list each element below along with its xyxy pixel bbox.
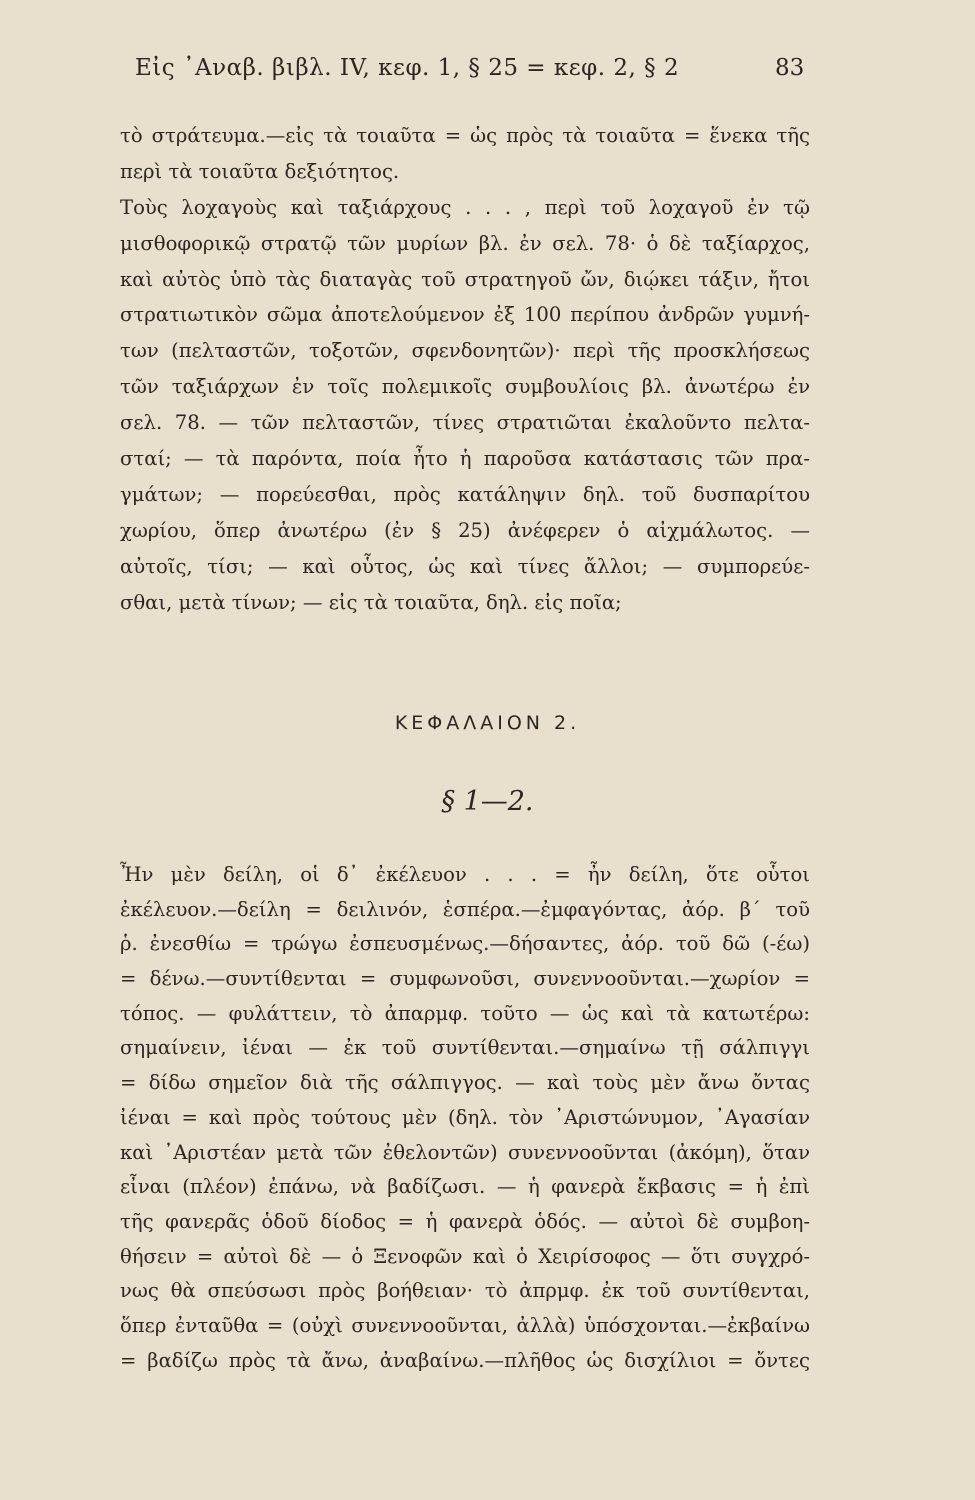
text-line: καὶ ᾿Αριστέαν μετὰ τῶν ἐθελοντῶν) συνεννοοῦνται (ἀκόμη), ὅταν [120, 1140, 810, 1164]
section-heading: § 1—2. [441, 786, 534, 817]
text-line: στρατιωτικὸν σῶμα ἀποτελούμενον ἐξ 100 περίπου ἀνδρῶν γυμνή- [120, 303, 810, 327]
text-line: σημαίνειν, ἰέναι — ἐκ τοῦ συντίθενται.—σημαίνω τῇ σάλπιγγι [120, 1036, 810, 1060]
text-line: καὶ αὐτὸς ὑπὸ τὰς διαταγὰς τοῦ στρατηγοῦ ὤν, διῴκει τάξιν, ἤτοι [120, 267, 810, 291]
text-line: χωρίου, ὅπερ ἀνωτέρω (ἐν § 25) ἀνέφερεν ὁ αἰχμάλωτος. — [120, 518, 810, 542]
text-line: ῥ. ἐνεσθίω = τρώγω ἐσπευσμένως.—δήσαντες, ἀόρ. τοῦ δῶ (-έω) [120, 932, 810, 956]
commentary-block-2 [120, 858, 810, 1378]
text-line: μισθοφορικῷ στρατῷ τῶν μυρίων βλ. ἐν σελ. 78· ὁ δὲ ταξίαρχος, [120, 231, 810, 255]
text-line: = βαδίζω πρὸς τὰ ἄνω, ἀναβαίνω.—πλῆθος ὡς δισχίλιοι = ὄντες [120, 1348, 810, 1372]
commentary-block-1 [120, 118, 810, 620]
page-number: 83 [775, 55, 805, 81]
text-line: ἐκέλευον.—δείλη = δειλινόν, ἑσπέρα.—ἐμφαγόντας, ἀόρ. β΄ τοῦ [120, 897, 810, 921]
text-line: των (πελταστῶν, τοξοτῶν, σφενδονητῶν)· περὶ τῆς προσκλήσεως [120, 339, 810, 363]
text-line: νως θὰ σπεύσωσι πρὸς βοήθειαν· τὸ ἀπρμφ. ἐκ τοῦ συντίθενται, [120, 1279, 810, 1303]
text-line: σθαι, μετὰ τίνων; — εἰς τὰ τοιαῦτα, δηλ. εἰς ποῖα; [120, 590, 622, 614]
text-line: ἰέναι = καὶ πρὸς τούτους μὲν (δηλ. τὸν ᾿Αριστώνυμον, ᾿Αγασίαν [120, 1105, 810, 1129]
text-line: τῶν ταξιάρχων ἐν τοῖς πολεμικοῖς συμβουλίοις βλ. ἀνωτέρω ἐν [120, 375, 810, 399]
running-header [0, 55, 975, 95]
text-line: τὸ στράτευμα.—εἰς τὰ τοιαῦτα = ὡς πρὸς τὰ τοιαῦτα = ἕνεκα τῆς [120, 124, 810, 147]
text-line: αὐτοῖς, τίσι; — καὶ οὗτος, ὡς καὶ τίνες ἄλλοι; — συμπορεύε- [120, 554, 810, 578]
text-line: = δίδω σημεῖον διὰ τῆς σάλπιγγος. — καὶ τοὺς μὲν ἄνω ὄντας [120, 1071, 810, 1095]
text-line: ὅπερ ἐνταῦθα = (οὐχὶ συνεννοοῦνται, ἀλλὰ) ὑπόσχονται.—ἐκβαίνω [120, 1313, 810, 1337]
text-line: θήσειν = αὐτοὶ δὲ — ὁ Ξενοφῶν καὶ ὁ Χειρίσοφος — ὅτι συγχρό- [120, 1244, 810, 1268]
text-line: σελ. 78. — τῶν πελταστῶν, τίνες στρατιῶται ἐκαλοῦντο πελτα- [120, 411, 810, 435]
text-line: εἶναι (πλέον) ἐπάνω, νὰ βαδίζωσι. — ἡ φανερὰ ἔκβασις = ἡ ἐπὶ [120, 1175, 810, 1199]
text-line: τόπος. — φυλάττειν, τὸ ἀπαρμφ. τοῦτο — ὡς καὶ τὰ κατωτέρω: [120, 1001, 810, 1025]
text-line: = δένω.—συντίθενται = συμφωνοῦσι, συνεννοοῦνται.—χωρίον = [120, 967, 810, 991]
chapter-heading: ΚΕΦΑΛΑΙΟΝ 2. [394, 712, 581, 734]
text-line: Ἦν μὲν δείλη, οἱ δ᾿ ἐκέλευον . . . = ἦν δείλη, ὅτε οὗτοι [120, 863, 810, 886]
text-line: σταί; — τὰ παρόντα, ποία ἦτο ἡ παροῦσα κατάστασις τῶν πρα- [120, 447, 810, 471]
text-line: Τοὺς λοχαγοὺς καὶ ταξιάρχους . . . , περὶ τοῦ λοχαγοῦ ἐν τῷ [120, 195, 810, 219]
text-line: γμάτων; — πορεύεσθαι, πρὸς κατάληψιν δηλ. τοῦ δυσπαρίτου [120, 482, 810, 506]
text-line: τῆς φανερᾶς ὁδοῦ δίοδος = ἡ φανερὰ ὁδός. — αὐτοὶ δὲ συμβοη- [120, 1209, 810, 1233]
running-title: Εἰς ᾿Αναβ. βιβλ. IV, κεφ. 1, § 25 = κεφ. 2, § 2 [135, 55, 680, 81]
text-line: περὶ τὰ τοιαῦτα δεξιότητος. [120, 159, 400, 183]
